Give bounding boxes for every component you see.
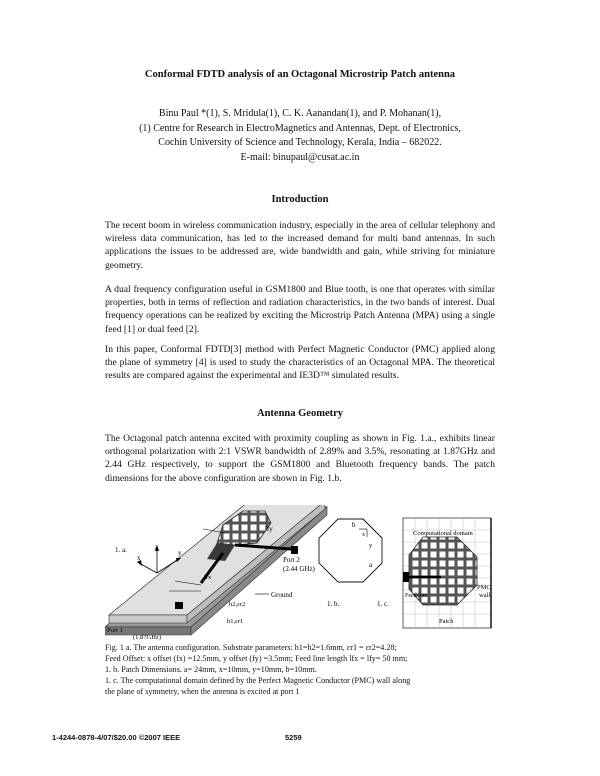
fig-1c-label: 1. c. — [377, 600, 389, 608]
wall-label: wall — [479, 592, 491, 599]
antenna-figure — [105, 505, 495, 643]
affiliation-line-1: (1) Centre for Research in ElectroMagnetics and Antennas, Dept. of Electronics, — [139, 122, 461, 134]
fig-1a-label: 1. a. — [115, 546, 127, 554]
port-1-label: Port 1 — [107, 627, 123, 634]
figure-caption — [105, 642, 495, 697]
caption-line-1: Fig. 1 a. The antenna configuration. Substrate parameters: h1=h2=1.6mm, εr1 = εr2=4.28; — [105, 643, 397, 652]
port-2-label: Port 2 — [283, 556, 300, 564]
caption-line-3: 1. b. Patch Dimensions. a= 24mm, x=10mm, y=10mm, b=10mm. — [105, 665, 317, 674]
substrate-1-label: h1,εr1 — [227, 618, 244, 625]
paper-title: Conformal FDTD analysis of an Octagonal Microstrip Patch antenna — [144, 69, 456, 80]
axis-y-label: y — [178, 549, 182, 557]
dim-y-label: y — [369, 542, 373, 549]
intro-paragraph-1: The recent boom in wireless communication industry, especially in the area of cellular telephony and wireless data communication, has led to the increased demand for multi band antennas. In such applications the issues to be addressed are, wide bandwidth and gain, while striving for miniature geometry. — [105, 220, 495, 271]
dim-a-label: a — [369, 561, 373, 569]
computational-domain-label: Computational domain — [413, 530, 473, 537]
lfx-label: lfx — [204, 574, 212, 581]
email-line: E-mail: binupaul@cusat.ac.in — [240, 151, 360, 163]
patch-label: Patch — [439, 618, 454, 625]
feed-line-label: Feed line — [405, 593, 428, 599]
dim-x-label: x — [362, 532, 365, 538]
port-2-freq: (2.44 GHz) — [283, 565, 315, 573]
axis-z-label: z — [155, 543, 159, 551]
substrate-2-label: h2,εr2 — [229, 601, 246, 608]
lfy-label: lfy — [265, 525, 273, 533]
introduction-heading: Introduction — [271, 194, 329, 205]
caption-line-5: the plane of symmetry, when the antenna is excited at port 1 — [105, 687, 300, 696]
affiliation-line-2: Cochin University of Science and Technology, Kerala, India – 682022. — [158, 137, 442, 148]
caption-line-4: 1. c. The computational domain defined by the Perfect Magnetic Conductor (PMC) wall along — [105, 676, 411, 685]
intro-paragraph-2: A dual frequency configuration useful in GSM1800 and Blue tooth, is one that operates with similar properties, both in terms of reflection and radiation characteristics, in the two bands of interest. Dual frequency operations can be realized by exciting the Microstrip Patch Antenna (MPA) using a single feed [1] or dual feed [2]. — [105, 284, 495, 335]
ground-label: Ground — [271, 591, 293, 599]
geometry-paragraph-1: The Octagonal patch antenna excited with proximity coupling as shown in Fig. 1.a., exhibits linear orthogonal polarization with 2:1 VSWR bandwidth of 2.89% and 3.5%, resonating at 1.87GHz and 2.44 GHz respectively, to support the GSM1800 and Bluetooth frequency bands. The patch dimensions for the above configuration are shown in Fig. 1.b. — [105, 433, 495, 484]
port-1-freq: (1.87GHz) — [133, 634, 161, 641]
axis-x-label: x — [137, 554, 141, 562]
pmc-label: PMC — [477, 584, 491, 591]
geometry-heading: Antenna Geometry — [256, 408, 344, 419]
intro-paragraph-3: In this paper, Conformal FDTD[3] method with Perfect Magnetic Conductor (PMC) applied along the plane of symmetry [4] is used to study the characteristics of an Octagonal MPA. The theoretical results are compared against the experimental and IE3D™ simulated results. — [105, 344, 495, 382]
fig-1b-drawing — [319, 519, 382, 582]
dim-b-label: b — [352, 521, 356, 529]
caption-line-2: Feed Offset: x offset (fx) =12.5mm, y offset (fy) =3.5mm; Feed line length lfx = lfy= 50 mm; — [105, 654, 408, 663]
author-list: Binu Paul *(1), S. Mridula(1), C. K. Aanandan(1), and P. Mohanan(1), — [158, 108, 442, 119]
fig-1b-label: 1. b. — [327, 600, 340, 608]
author-block — [0, 107, 600, 165]
footer-isbn: 1-4244-0878-4/07/$20.00 ©2007 IEEE — [52, 733, 181, 742]
page-number: 5259 — [285, 733, 302, 742]
